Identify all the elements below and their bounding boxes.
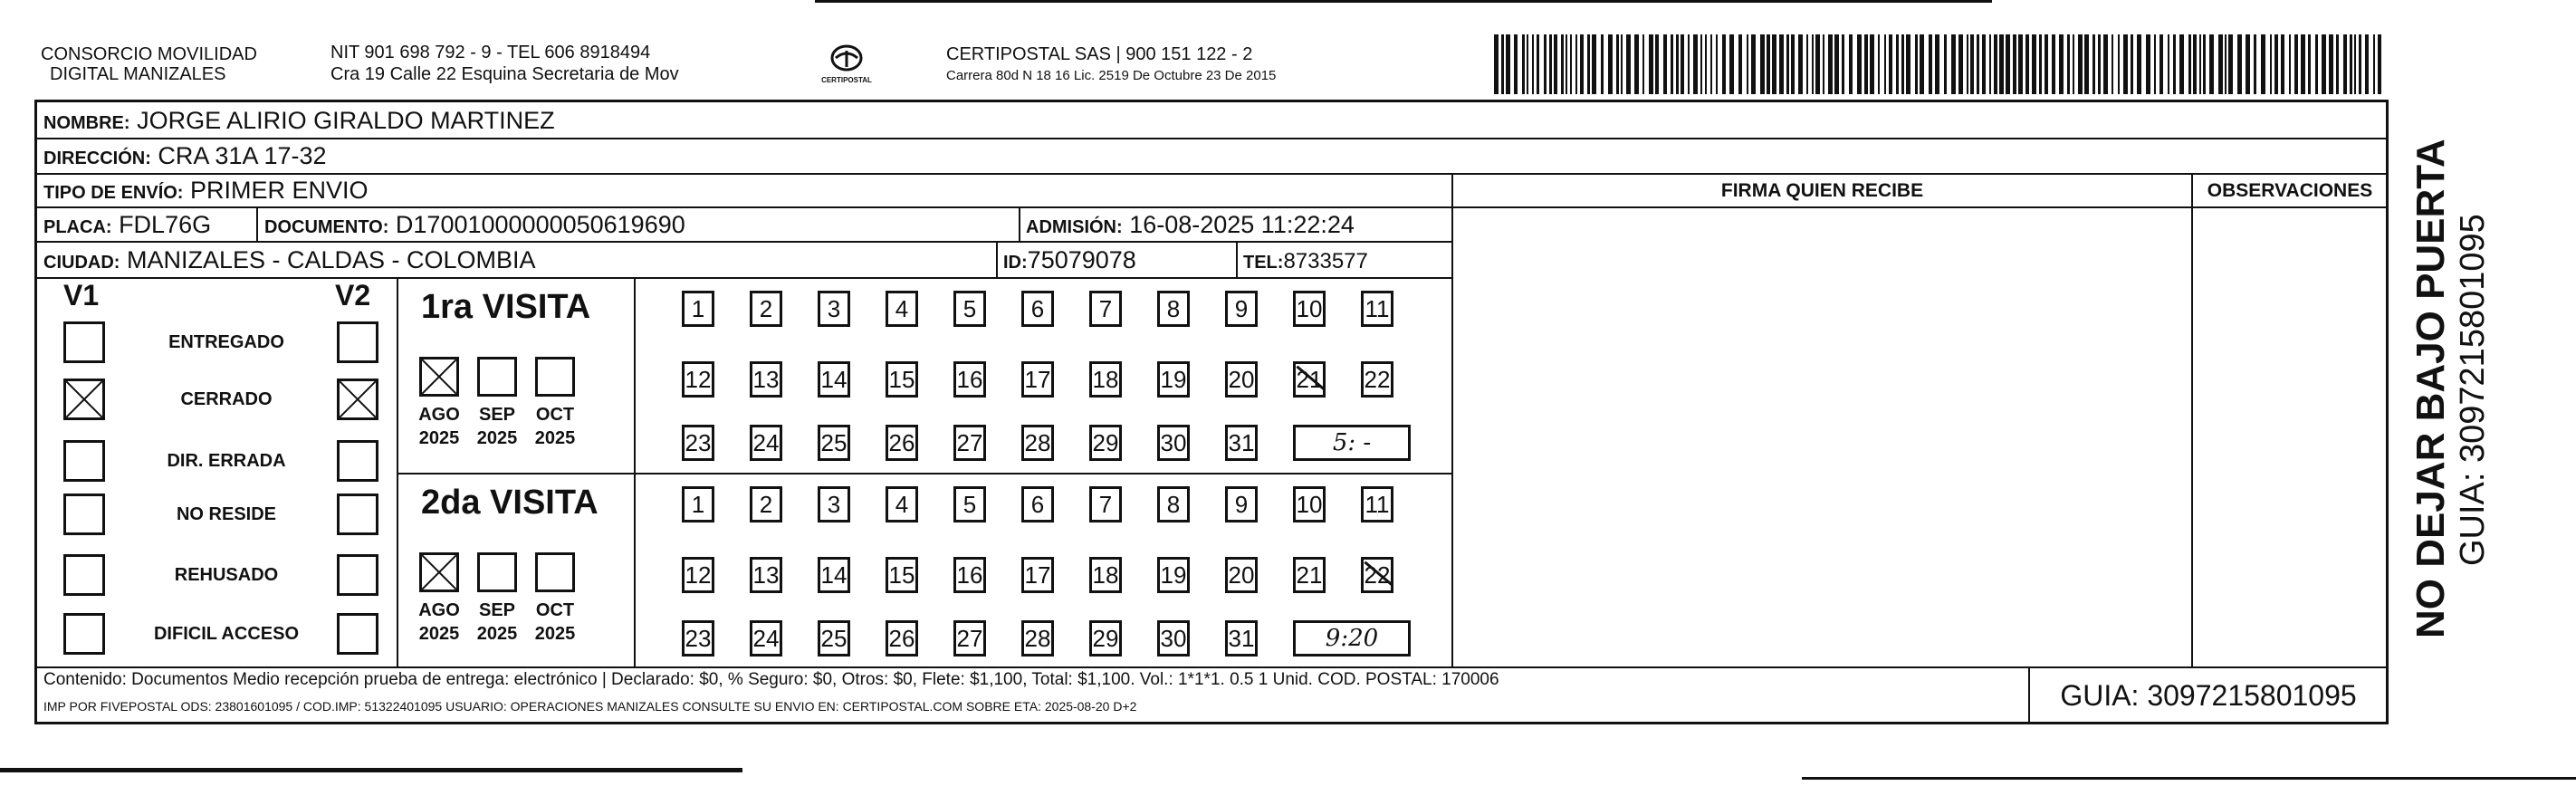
- tipo-envio-value: PRIMER ENVIO: [189, 177, 369, 204]
- day-box[interactable]: 1: [682, 486, 714, 522]
- day-box[interactable]: 14: [818, 361, 850, 398]
- month-name: SEP: [478, 405, 516, 425]
- status-label: REHUSADO: [174, 565, 279, 585]
- observaciones-header: OBSERVACIONES: [2207, 180, 2373, 201]
- day-box[interactable]: 29: [1089, 620, 1122, 657]
- day-box[interactable]: 4: [886, 486, 918, 522]
- day-box[interactable]: 1: [682, 291, 714, 327]
- day-box[interactable]: 9: [1225, 291, 1258, 327]
- day-box[interactable]: 12: [682, 557, 714, 593]
- day-box[interactable]: 25: [818, 620, 850, 657]
- v1-header: V1: [63, 279, 100, 312]
- month-year: 2025: [534, 428, 576, 448]
- ciudad-value: MANIZALES - CALDAS - COLOMBIA: [126, 246, 536, 273]
- month-name: AGO: [418, 405, 460, 425]
- logo-mark-icon: [819, 40, 874, 94]
- month-year: 2025: [476, 428, 518, 448]
- admision-row: [1026, 209, 1355, 243]
- day-box[interactable]: 7: [1089, 291, 1122, 327]
- documento-value: D17001000000050619690: [395, 211, 685, 238]
- tipo-envio-label: TIPO DE ENVÍO:: [43, 183, 184, 203]
- day-box[interactable]: 16: [953, 557, 986, 593]
- day-box[interactable]: 18: [1089, 361, 1122, 398]
- day-box[interactable]: 22: [1361, 557, 1393, 593]
- day-box[interactable]: 25: [818, 425, 850, 461]
- tel-value: 8733577: [1283, 249, 1368, 273]
- status-label: DIR. ERRADA: [167, 451, 286, 471]
- month-name: OCT: [535, 600, 575, 620]
- v1-checkbox[interactable]: [63, 321, 105, 363]
- scan-edge-right: [1802, 777, 2576, 780]
- status-label: CERRADO: [180, 389, 273, 409]
- v1-checkbox[interactable]: [63, 440, 105, 482]
- month-year: 2025: [476, 624, 518, 644]
- tel-label: TEL:: [1243, 253, 1284, 273]
- placa-row: [43, 209, 211, 243]
- day-box[interactable]: 20: [1225, 361, 1258, 398]
- v2-checkbox[interactable]: [337, 321, 378, 363]
- day-box[interactable]: 19: [1157, 361, 1190, 398]
- month-name: OCT: [535, 405, 575, 425]
- certipostal-logo: [819, 40, 874, 94]
- day-box[interactable]: 8: [1157, 486, 1190, 522]
- observaciones-area[interactable]: [2194, 209, 2387, 665]
- ciudad-label: CIUDAD:: [43, 253, 120, 273]
- id-value: 75079078: [1027, 246, 1136, 273]
- id-row: [1003, 244, 1136, 278]
- visit-title: 1ra VISITA: [421, 288, 591, 326]
- day-box[interactable]: 10: [1293, 291, 1326, 327]
- day-box[interactable]: 9: [1225, 486, 1258, 522]
- v1-checkbox[interactable]: [63, 379, 105, 420]
- logo-text: CERTIPOSTAL: [821, 76, 872, 84]
- day-box[interactable]: 18: [1089, 557, 1122, 593]
- day-box[interactable]: 6: [1021, 291, 1054, 327]
- courier-address: Carrera 80d N 18 16 Lic. 2519 De Octubre 23 De 2015: [946, 68, 1277, 83]
- placa-label: PLACA:: [43, 217, 112, 237]
- firma-area[interactable]: [1454, 209, 2189, 665]
- visit-time[interactable]: 9:20: [1293, 620, 1411, 657]
- day-box[interactable]: 8: [1157, 291, 1190, 327]
- courier-name: CERTIPOSTAL SAS | 900 151 122 - 2: [946, 44, 1253, 64]
- admision-label: ADMISIÓN:: [1026, 217, 1123, 237]
- nombre-row: [43, 105, 555, 139]
- day-box[interactable]: 19: [1157, 557, 1190, 593]
- v1-checkbox[interactable]: [63, 554, 105, 596]
- admision-value: 16-08-2025 11:22:24: [1129, 211, 1355, 238]
- day-box[interactable]: 2: [750, 291, 782, 327]
- month-checkbox[interactable]: [477, 552, 517, 592]
- month-year: 2025: [418, 428, 460, 448]
- v2-checkbox[interactable]: [337, 613, 378, 655]
- day-box[interactable]: 28: [1021, 620, 1054, 657]
- day-box[interactable]: 17: [1021, 361, 1054, 398]
- day-box[interactable]: 24: [750, 620, 782, 657]
- company-name-line2: DIGITAL MANIZALES: [50, 64, 226, 84]
- day-box[interactable]: 16: [953, 361, 986, 398]
- scan-edge-left: [0, 768, 742, 772]
- day-box[interactable]: 31: [1225, 620, 1258, 657]
- day-box[interactable]: 3: [818, 486, 850, 522]
- day-box[interactable]: 24: [750, 425, 782, 461]
- v2-checkbox[interactable]: [337, 379, 378, 420]
- status-label: DIFICIL ACCESO: [153, 624, 299, 644]
- footer-imp: IMP POR FIVEPOSTAL ODS: 23801601095 / COD.IMP: 51322401095 USUARIO: OPERACIONES MANIZALES CONSULTE SU ENVIO EN: CERTIPOSTAL.COM SOBRE ETA: 2025-08-20 D+2: [43, 699, 1137, 714]
- day-box[interactable]: 21: [1293, 557, 1326, 593]
- day-box[interactable]: 30: [1157, 425, 1190, 461]
- tipo-envio-row: [43, 175, 369, 208]
- day-box[interactable]: 5: [953, 486, 986, 522]
- day-box[interactable]: 10: [1293, 486, 1326, 522]
- day-box[interactable]: 3: [818, 291, 850, 327]
- status-label: NO RESIDE: [176, 504, 277, 524]
- side-warning: NO DEJAR BAJO PUERTA: [2408, 139, 2453, 638]
- day-box[interactable]: 6: [1021, 486, 1054, 522]
- day-box[interactable]: 4: [886, 291, 918, 327]
- day-box[interactable]: 23: [682, 425, 714, 461]
- day-box[interactable]: 29: [1089, 425, 1122, 461]
- day-box[interactable]: 30: [1157, 620, 1190, 657]
- month-name: SEP: [478, 600, 516, 620]
- day-box[interactable]: 23: [682, 620, 714, 657]
- month-name: AGO: [418, 600, 460, 620]
- month-year: 2025: [534, 624, 576, 644]
- documento-label: DOCUMENTO:: [264, 217, 389, 237]
- tel-row: [1243, 246, 1368, 278]
- day-box[interactable]: 11: [1361, 291, 1393, 327]
- day-box[interactable]: 21: [1293, 361, 1326, 398]
- ciudad-row: [43, 244, 536, 278]
- day-box[interactable]: 5: [953, 291, 986, 327]
- status-label: ENTREGADO: [168, 332, 284, 352]
- v2-checkbox[interactable]: [337, 440, 378, 482]
- visit-time[interactable]: 5: -: [1293, 425, 1411, 461]
- day-box[interactable]: 26: [886, 620, 918, 657]
- v2-checkbox[interactable]: [337, 554, 378, 596]
- id-label: ID:: [1003, 253, 1028, 273]
- month-checkbox[interactable]: [477, 357, 517, 397]
- day-box[interactable]: 2: [750, 486, 782, 522]
- day-box[interactable]: 15: [886, 557, 918, 593]
- company-name-line1: CONSORCIO MOVILIDAD: [41, 44, 257, 64]
- v2-header: V2: [335, 279, 371, 312]
- placa-value: FDL76G: [119, 211, 212, 238]
- company-nit: NIT 901 698 792 - 9 - TEL 606 8918494: [330, 43, 651, 62]
- visit-title: 2da VISITA: [421, 484, 599, 522]
- day-box[interactable]: 11: [1361, 486, 1393, 522]
- day-box[interactable]: 20: [1225, 557, 1258, 593]
- day-box[interactable]: 14: [818, 557, 850, 593]
- footer-contenido: Contenido: Documentos Medio recepción prueba de entrega: electrónico | Declarado: $0, % Seguro: $0, Otros: $0, Flete: $1,100, Total: $1,100. Vol.: 1*1*1. 0.5 1 Unid. COD. POSTAL: 170006: [43, 670, 1499, 689]
- month-checkbox[interactable]: [419, 552, 459, 592]
- day-box[interactable]: 27: [953, 425, 986, 461]
- nombre-label: NOMBRE:: [43, 113, 130, 133]
- month-checkbox[interactable]: [535, 357, 575, 397]
- direccion-row: [43, 140, 327, 174]
- day-box[interactable]: 27: [953, 620, 986, 657]
- day-box[interactable]: 17: [1021, 557, 1054, 593]
- day-box[interactable]: 31: [1225, 425, 1258, 461]
- v1-checkbox[interactable]: [63, 613, 105, 655]
- direccion-value: CRA 31A 17-32: [158, 142, 327, 169]
- direccion-label: DIRECCIÓN:: [43, 149, 151, 168]
- v1-checkbox[interactable]: [63, 494, 105, 535]
- day-box[interactable]: 26: [886, 425, 918, 461]
- day-box[interactable]: 12: [682, 361, 714, 398]
- footer-guia: GUIA: 3097215801095: [2060, 679, 2357, 712]
- month-checkbox[interactable]: [535, 552, 575, 592]
- barcode: [1494, 34, 2386, 96]
- scan-edge-top: [815, 0, 1992, 3]
- day-box[interactable]: 7: [1089, 486, 1122, 522]
- nombre-value: JORGE ALIRIO GIRALDO MARTINEZ: [137, 107, 555, 134]
- month-checkbox[interactable]: [419, 357, 459, 397]
- side-guia: GUIA: 3097215801095: [2454, 214, 2492, 566]
- day-box[interactable]: 22: [1361, 361, 1393, 398]
- day-box[interactable]: 15: [886, 361, 918, 398]
- v2-checkbox[interactable]: [337, 494, 378, 535]
- firma-header: FIRMA QUIEN RECIBE: [1720, 180, 1924, 201]
- day-box[interactable]: 28: [1021, 425, 1054, 461]
- documento-row: [264, 209, 685, 243]
- month-year: 2025: [418, 624, 460, 644]
- day-box[interactable]: 13: [750, 557, 782, 593]
- day-box[interactable]: 13: [750, 361, 782, 398]
- company-address: Cra 19 Calle 22 Esquina Secretaria de Mov: [330, 64, 679, 84]
